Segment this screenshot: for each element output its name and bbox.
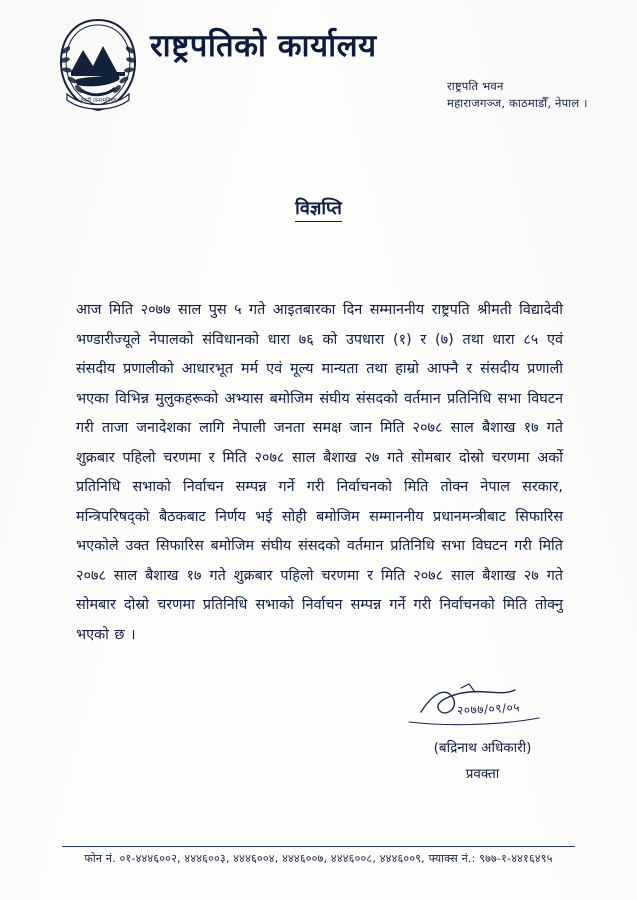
signatory-name: (बद्रिनाथ अधिकारी) [433,740,532,756]
document-body [76,296,563,650]
footer-divider [62,846,575,847]
office-address [447,78,588,113]
footer-contact: फोन नं. ०१-४४४६००२, ४४४६००३, ४४४६००४, ४४४६००७, ४४४६००८, ४४४६००९, फ्याक्स नं.: ९७७-१-४४१६४९५ [84,852,553,865]
nepal-national-emblem-icon [55,16,141,112]
signature-date: २०७७/०९/०५ [456,700,521,718]
signature-block [395,686,570,782]
handwritten-signature-icon [395,686,570,736]
svg-text:जननी जन्मभूमिश्च: जननी जन्मभूमिश्च [79,98,117,104]
address-line-1: राष्ट्रपति भवन [447,79,504,93]
document-title [0,196,637,220]
letterhead [0,0,637,120]
document-title-text: विज्ञप्ति [295,198,342,222]
organization-title: राष्ट्रपतिको कार्यालय [150,28,377,64]
body-paragraph: आज मिति २०७७ साल पुस ५ गते आइतबारका दिन सम्माननीय राष्ट्रपति श्रीमती विद्यादेवी भण्डारीज्यूले नेपालको संविधानको धारा ७६ को उपधारा (१) र (७) तथा धारा ८५ एवं संसदीय प्रणालीको आधारभूत मर्म एवं मूल्य मान्यता तथा हाम्रो आफ्नै र संसदीय प्रणाली भएका विभिन्न मुलुकहरूको अभ्यास बमोजिम संघीय संसदको वर्तमान प्रतिनिधि सभा विघटन गरी ताजा जनादेशका लागि नेपाली जनता समक्ष जान मिति २०७८ साल बैशाख १७ गते शुक्रबार पहिलो चरणमा र मिति २०७८ साल बैशाख २७ गते सोमबार दोस्रो चरणमा अर्को प्रतिनिधि सभाको निर्वाचन सम्पन्न गर्ने गरी निर्वाचनको मिति तोक्न नेपाल सरकार, मन्त्रिपरिषद्को बैठकबाट निर्णय भई सोही बमोजिम सम्माननीय प्रधानमन्त्रीबाट सिफारिस भएकोले उक्त सिफारिस बमोजिम संघीय संसदको वर्तमान प्रतिनिधि सभा विघटन गरी मिति २०७८ साल बैशाख १७ गते शुक्रबार पहिलो चरणमा र मिति २०७८ साल बैशाख २७ गते सोमबार दोस्रो चरणमा प्रतिनिधि सभाको निर्वाचन सम्पन्न गर्ने गरी निर्वाचनको मिति तोक्नु भएको छ । [76,302,563,643]
address-line-2: महाराजगञ्ज, काठमाडौँ, नेपाल । [447,96,588,111]
signatory-role: प्रवक्ता [465,766,500,782]
